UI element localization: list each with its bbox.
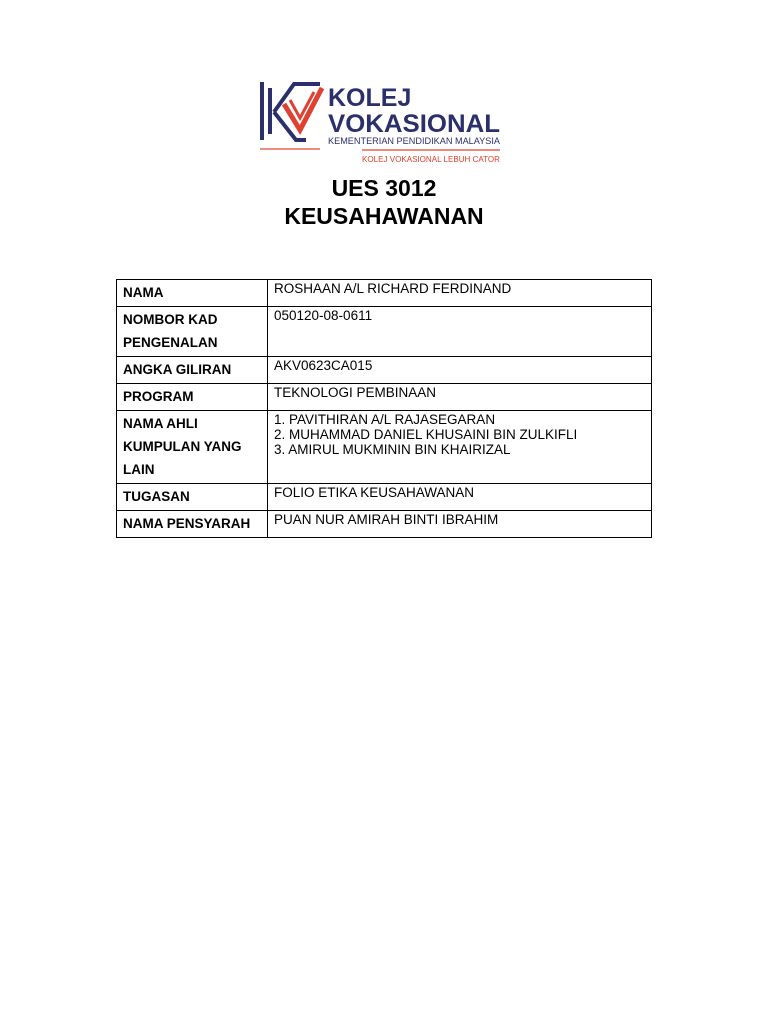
- kv-logo-graphic: [258, 78, 504, 168]
- table-row: [117, 511, 652, 538]
- logo-k-bar-outer: [260, 82, 264, 140]
- table-row: [117, 384, 652, 411]
- logo-text-kementerian: KEMENTERIAN PENDIDIKAN MALAYSIA: [328, 136, 500, 146]
- row-value-nombor-kad: 050120-08-0611: [268, 307, 652, 357]
- row-value-tugasan: FOLIO ETIKA KEUSAHAWANAN: [268, 484, 652, 511]
- logo-text-kolej: KOLEJ: [328, 84, 412, 112]
- row-value-nama: ROSHAAN A/L RICHARD FERDINAND: [268, 280, 652, 307]
- course-code-title: UES 3012: [331, 175, 437, 201]
- row-label-tugasan: TUGASAN: [117, 484, 268, 511]
- logo-k-bar-inner: [268, 88, 272, 134]
- table-row: [117, 484, 652, 511]
- logo-v-check: [284, 88, 322, 130]
- row-label-nama-pensyarah: NAMA PENSYARAH: [117, 511, 268, 538]
- member-1: 1. PAVITHIRAN A/L RAJASEGARAN: [274, 412, 496, 427]
- logo-text-lebuh-cator: KOLEJ VOKASIONAL LEBUH CATOR: [362, 154, 500, 164]
- student-info-table: [116, 279, 652, 538]
- course-name-title: KEUSAHAWANAN: [284, 203, 484, 229]
- table-row: [117, 280, 652, 307]
- logo-text-vokasional: VOKASIONAL: [328, 110, 500, 138]
- row-label-nombor-kad: NOMBOR KAD PENGENALAN: [117, 307, 268, 357]
- table-row: [117, 411, 652, 484]
- row-value-program: TEKNOLOGI PEMBINAAN: [268, 384, 652, 411]
- kolej-vokasional-logo: [258, 78, 504, 168]
- member-2: 2. MUHAMMAD DANIEL KHUSAINI BIN ZULKIFLI: [274, 427, 578, 442]
- member-3: 3. AMIRUL MUKMININ BIN KHAIRIZAL: [274, 442, 511, 457]
- row-value-ahli-kumpulan: [268, 411, 652, 484]
- row-label-angka-giliran: ANGKA GILIRAN: [117, 357, 268, 384]
- row-value-nama-pensyarah: PUAN NUR AMIRAH BINTI IBRAHIM: [268, 511, 652, 538]
- row-label-nama: NAMA: [117, 280, 268, 307]
- row-label-ahli-kumpulan: NAMA AHLI KUMPULAN YANG LAIN: [117, 411, 268, 484]
- row-label-program: PROGRAM: [117, 384, 268, 411]
- row-value-angka-giliran: AKV0623CA015: [268, 357, 652, 384]
- logo-tagline-mark: [260, 148, 320, 150]
- table-row: [117, 307, 652, 357]
- table-row: [117, 357, 652, 384]
